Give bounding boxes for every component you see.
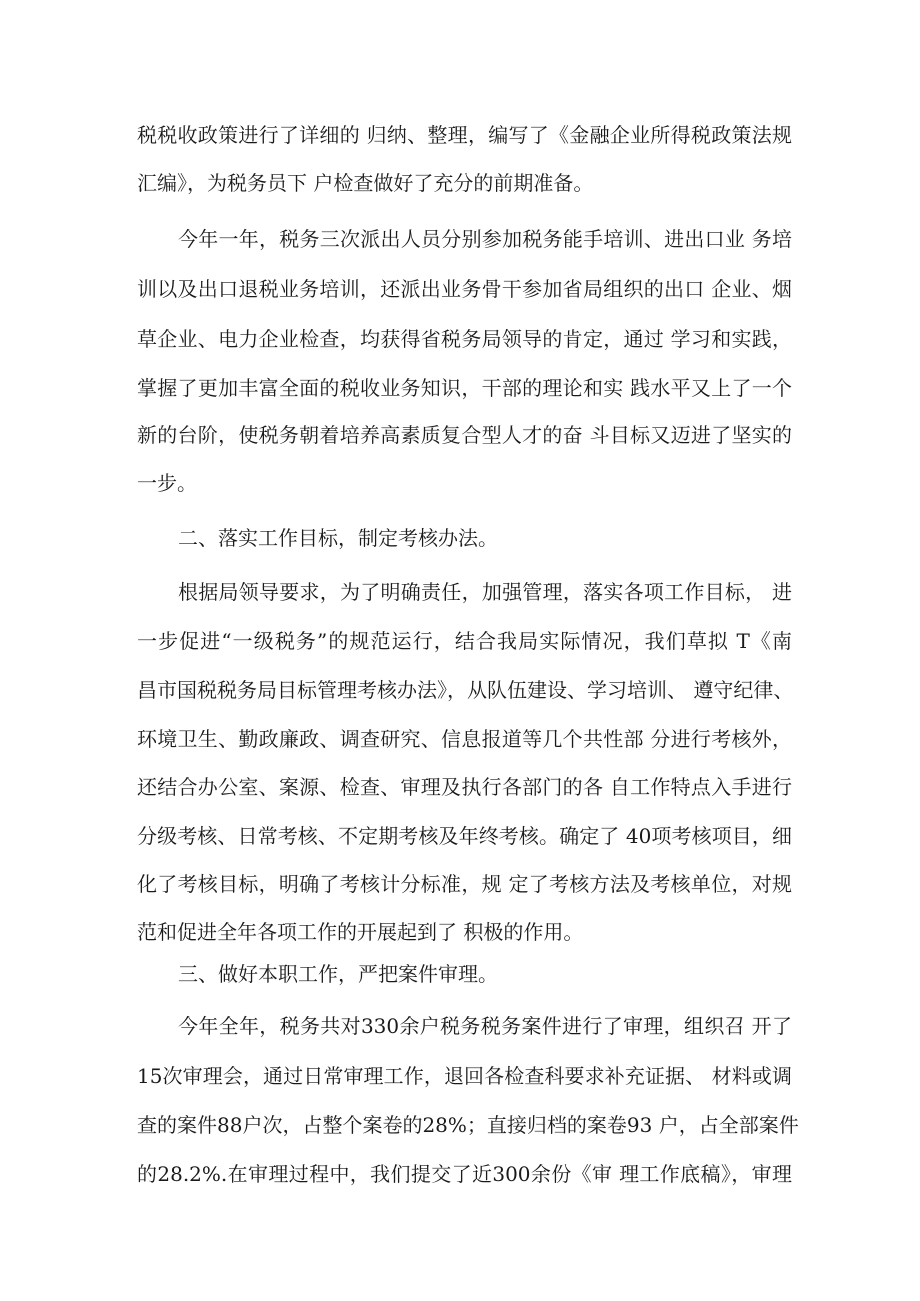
text-line: 训以及出口退税业务培训，还派出业务骨干参加省局组织的出口 企业、烟 [137,277,792,301]
text-line: 环境卫生、勤政廉政、调查研究、信息报道等几个共性部 分进行考核外， [137,727,792,751]
paragraph-first-line: 今年全年，税务共对330余户税务税务案件进行了审理，组织召 开了 [178,1014,792,1038]
text-line: 化了考核目标，明确了考核计分标准，规 定了考核方法及考核单位，对规 [137,872,792,896]
text-line: 分级考核、日常考核、不定期考核及年终考核。确定了 40项考核项目，细 [137,824,792,848]
text-line: 汇编》，为税务员下 户检查做好了充分的前期准备。 [137,171,594,195]
text-line: 一步。 [137,471,197,495]
text-line: 还结合办公室、案源、检查、审理及执行各部门的各 自工作特点入手进行 [137,775,792,799]
section-heading: 二、落实工作目标，制定考核办法。 [178,526,498,550]
text-line: 一步促进“一级税务”的规范运行，结合我局实际情况，我们草拟 T《南 [137,629,792,653]
text-line: 新的台阶，使税务朝着培养高素质复合型人才的奋 斗目标又迈进了坚实的 [137,423,792,447]
text-line: 的28.2%.在审理过程中，我们提交了近300余份《审 理工作底稿》，审理 [137,1162,792,1186]
text-line: 昌市国税税务局目标管理考核办法》，从队伍建设、学习培训、 遵守纪律、 [137,678,794,702]
text-line: 税税收政策进行了详细的 归纳、整理，编写了《金融企业所得税政策法规 [137,123,792,147]
text-line: 查的案件88户次，占整个案卷的28%；直接归档的案卷93 户，占全部案件 [137,1113,799,1137]
paragraph-first-line: 根据局领导要求，为了明确责任，加强管理，落实各项工作目标， 进 [178,580,792,604]
text-line: 15次审理会，通过日常审理工作，退回各检查科要求补充证据、 材料或调 [137,1064,792,1088]
paragraph-first-line: 今年一年，税务三次派出人员分别参加税务能手培训、进出口业 务培 [178,227,792,251]
text-line: 范和促进全年各项工作的开展起到了 积极的作用。 [137,920,584,944]
text-line: 草企业、电力企业检查，均获得省税务局领导的肯定，通过 学习和实践， [137,327,792,351]
text-line: 掌握了更加丰富全面的税收业务知识，干部的理论和实 践水平又上了一个 [137,376,792,400]
section-heading: 三、做好本职工作，严把案件审理。 [178,962,498,986]
